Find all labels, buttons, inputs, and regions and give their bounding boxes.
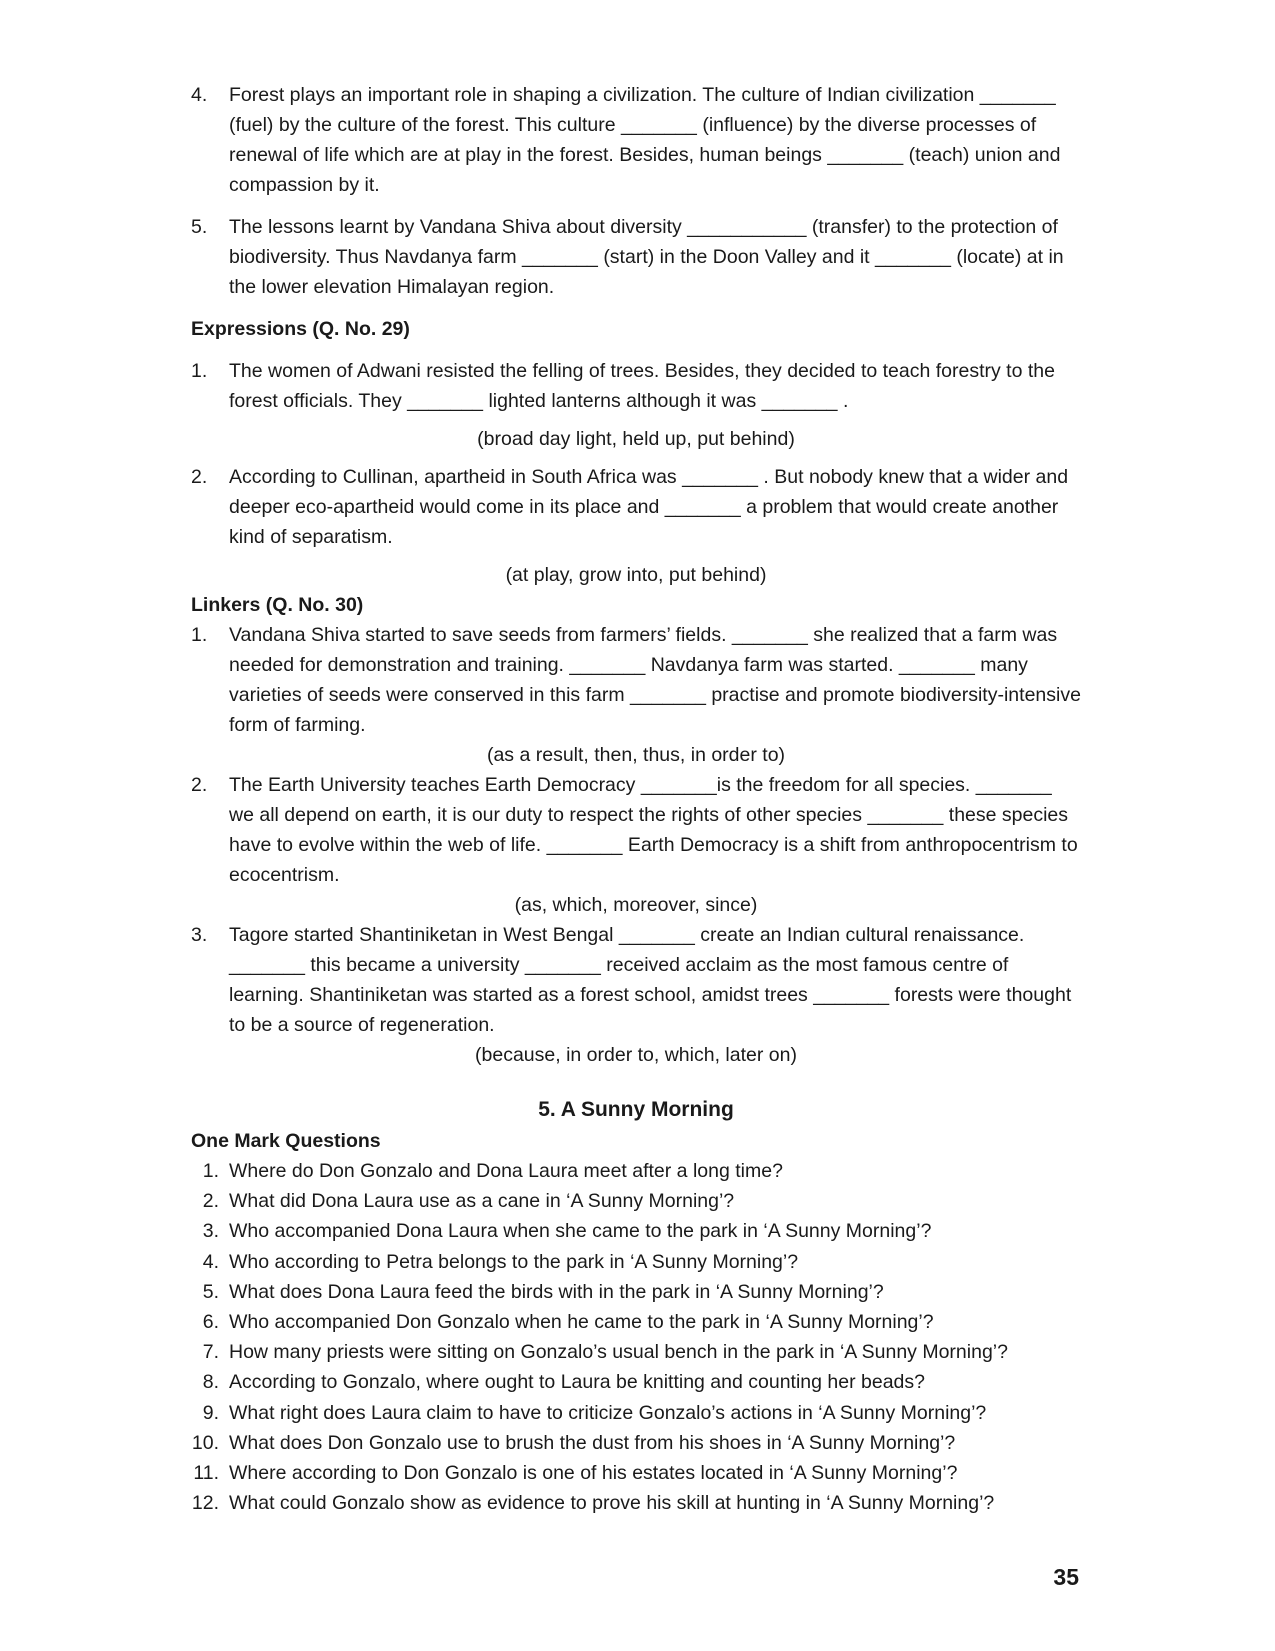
linkers-item-2 [191,770,1081,890]
question-text: Who accompanied Don Gonzalo when he came to the park in ‘A Sunny Morning’? [229,1311,934,1334]
question-number: 11. [193,1462,219,1485]
question-text: What did Dona Laura use as a cane in ‘A Sunny Morning’? [229,1190,735,1213]
question-text: What does Dona Laura feed the birds with in the park in ‘A Sunny Morning’? [229,1280,884,1303]
question-text: Where do Don Gonzalo and Dona Laura meet after a long time? [229,1160,783,1182]
question-item [191,1277,1081,1307]
item-number: 1. [191,360,208,382]
item-text: According to Cullinan, apartheid in South Africa was _______ . But nobody knew that a wider and deeper eco-apartheid would come in its place and _______ a problem that would create another kind of separatism. [229,466,1069,548]
item-number: 5. [191,216,208,238]
question-number: 9. [202,1401,219,1424]
item-text: The Earth University teaches Earth Democracy _______is the freedom for all species. _______ we all depend on earth, it is our duty to respect the rights of other species _______ these species have to evolve within the web of life. _______ Earth Democracy is a shift from anthropocentrism to ecocentrism. [229,774,1078,886]
question-number: 1. [202,1160,219,1182]
question-text: What right does Laura claim to have to criticize Gonzalo’s actions in ‘A Sunny Morning’? [229,1401,987,1424]
question-number: 7. [202,1341,219,1364]
question-item [191,1488,1081,1518]
expressions-item-1 [191,356,1081,416]
page-content [191,80,1081,1518]
expressions-options-2: (at play, grow into, put behind) [505,564,767,586]
question-text: Who accompanied Dona Laura when she came to the park in ‘A Sunny Morning’? [229,1220,932,1243]
expressions-options-1: (broad day light, held up, put behind) [477,428,795,450]
linkers-options-3: (because, in order to, which, later on) [475,1044,797,1066]
one-mark-heading: One Mark Questions [191,1130,381,1152]
section-title: 5. A Sunny Morning [538,1098,734,1121]
expressions-item-2 [191,462,1081,552]
fill-item-4 [191,80,1081,200]
question-item [191,1247,1081,1277]
expressions-heading: Expressions (Q. No. 29) [191,318,410,340]
linkers-item-1 [191,620,1081,740]
question-number: 2. [202,1190,219,1213]
fill-item-5 [191,212,1081,302]
question-number: 4. [202,1250,219,1273]
question-item [191,1428,1081,1458]
question-number: 10. [191,1431,219,1454]
question-number: 12. [191,1492,219,1515]
question-text: According to Gonzalo, where ought to Laura be knitting and counting her beads? [229,1371,925,1394]
item-number: 3. [191,924,208,946]
question-text: What does Don Gonzalo use to brush the dust from his shoes in ‘A Sunny Morning’? [229,1431,956,1454]
question-item [191,1458,1081,1488]
question-item [191,1156,1081,1186]
question-item [191,1216,1081,1246]
item-text: Forest plays an important role in shaping a civilization. The culture of Indian civilization _______ (fuel) by the culture of the forest. This culture _______ (influence) by the diverse processes of renewal of life which are at play in the forest. Besides, human beings _______ (teach) union and compassion by it. [229,84,1061,196]
question-number: 6. [202,1311,219,1334]
item-number: 2. [191,774,208,796]
question-text: Where according to Don Gonzalo is one of his estates located in ‘A Sunny Morning’? [229,1462,958,1485]
question-number: 3. [202,1220,219,1243]
question-item [191,1307,1081,1337]
item-text: The women of Adwani resisted the felling of trees. Besides, they decided to teach forestry to the forest officials. They _______ lighted lanterns although it was _______ . [229,360,1055,412]
question-number: 5. [202,1280,219,1303]
question-item [191,1337,1081,1367]
item-number: 4. [191,84,208,106]
page-number: 35 [1053,1564,1079,1590]
question-item [191,1398,1081,1428]
linkers-item-3 [191,920,1081,1040]
item-text: Vandana Shiva started to save seeds from farmers’ fields. _______ she realized that a farm was needed for demonstration and training. _______ Navdanya farm was started. _______ many varieties of seeds were conserved in this farm _______ practise and promote biodiversity-intensive form of farming. [229,624,1081,736]
linkers-options-2: (as, which, moreover, since) [514,894,758,916]
question-text: What could Gonzalo show as evidence to prove his skill at hunting in ‘A Sunny Morning’? [229,1492,995,1515]
question-item [191,1367,1081,1397]
item-number: 1. [191,624,208,646]
item-text: Tagore started Shantiniketan in West Bengal _______ create an Indian cultural renaissance. _______ this became a university _______ received acclaim as the most famous centre of learning. Shantiniketan was started as a forest school, amidst trees _______ forests were thought to be a source of regeneration. [229,924,1072,1036]
linkers-heading: Linkers (Q. No. 30) [191,594,364,616]
question-text: Who according to Petra belongs to the park in ‘A Sunny Morning’? [229,1250,799,1273]
linkers-options-1: (as a result, then, thus, in order to) [486,744,786,766]
item-text: The lessons learnt by Vandana Shiva about diversity ___________ (transfer) to the protection of biodiversity. Thus Navdanya farm _______ (start) in the Doon Valley and it _______ (locate) at in the lower elevation Himalayan region. [229,216,1064,298]
question-number: 8. [202,1371,219,1394]
item-number: 2. [191,466,208,488]
question-text: How many priests were sitting on Gonzalo’s usual bench in the park in ‘A Sunny Morning’? [229,1341,1008,1364]
question-item [191,1186,1081,1216]
question-list [191,1156,1081,1518]
